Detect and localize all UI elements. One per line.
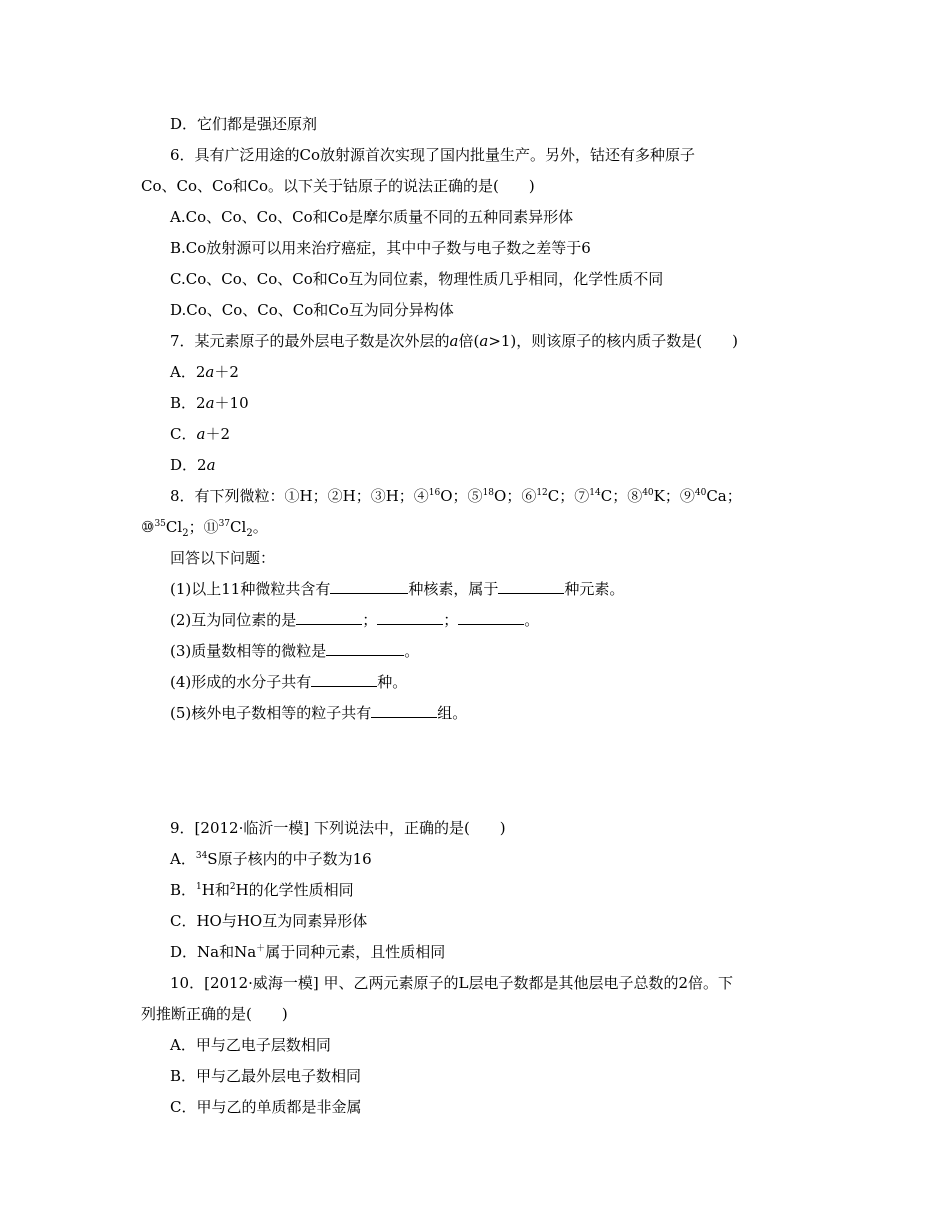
q8-text: O；⑤ <box>440 487 483 505</box>
answer-blank[interactable] <box>311 672 377 687</box>
option-text: A． <box>170 850 196 868</box>
answer-blank[interactable] <box>377 610 443 625</box>
option-text: B． <box>170 881 197 899</box>
option-text: ＋2 <box>214 363 239 381</box>
q8-text: 种元素。 <box>564 580 625 598</box>
q7-stem <box>170 331 738 351</box>
option-text: A．2 <box>170 363 206 381</box>
option-text: ＋10 <box>214 394 249 412</box>
q7-variable: a <box>449 332 459 350</box>
q8-text: ⑩ <box>141 518 155 536</box>
q8-text: 种核素，属于 <box>408 580 499 598</box>
q8-text: Ca； <box>706 487 742 505</box>
q8-text: (3)质量数相等的微粒是 <box>170 642 327 660</box>
mass-number: 40 <box>694 488 707 498</box>
q9-option-c: C．HO与HO互为同素异形体 <box>170 912 368 930</box>
q8-sub-4 <box>170 672 407 692</box>
q8-text: 8．有下列微粒：①H；②H；③H；④ <box>170 487 429 505</box>
q8-sub-1 <box>170 579 624 599</box>
q9-option-d <box>170 942 445 962</box>
q6-option-a: A.Co、Co、Co、Co和Co是摩尔质量不同的五种同素异形体 <box>170 208 574 226</box>
q6-stem: 6．具有广泛用途的Co放射源首次实现了国内批量生产。另外，钴还有多种原子 <box>170 146 696 164</box>
q8-text: ；⑪ <box>188 518 219 536</box>
q7-stem-text: >1)，则该原子的核内质子数是( ) <box>488 332 738 350</box>
q8-text: 。 <box>524 611 540 629</box>
q8-text: C；⑦ <box>547 487 590 505</box>
q7-variable: a <box>479 332 489 350</box>
option-text: H的化学性质相同 <box>235 881 354 899</box>
q10-stem: 10．[2012·威海一模] 甲、乙两元素原子的L层电子数都是其他层电子总数的2倍。下 <box>170 974 734 992</box>
option-text: 属于同种元素，且性质相同 <box>265 943 446 961</box>
answer-blank[interactable] <box>498 579 564 594</box>
q8-text: (2)互为同位素的是 <box>170 611 297 629</box>
answer-blank[interactable] <box>330 579 408 594</box>
option-text: C． <box>170 425 197 443</box>
option-text: B．2 <box>170 394 206 412</box>
q8-text: C；⑧ <box>600 487 643 505</box>
answer-blank[interactable] <box>326 641 404 656</box>
q8-stem <box>170 486 742 506</box>
option-text: D．2 <box>170 456 207 474</box>
option-text: S原子核内的中子数为16 <box>207 850 372 868</box>
option-variable: a <box>196 425 206 443</box>
q8-sub-3 <box>170 641 419 661</box>
answer-blank[interactable] <box>371 703 437 718</box>
q7-stem-text: 倍( <box>458 332 480 350</box>
q7-option-a <box>170 362 239 382</box>
answer-blank[interactable] <box>458 610 524 625</box>
q8-text: Cl <box>230 518 247 536</box>
mass-number: 18 <box>482 488 495 498</box>
q5-option-d: D．它们都是强还原剂 <box>170 115 318 133</box>
mass-number: 34 <box>195 851 208 861</box>
q8-text: 种。 <box>377 673 408 691</box>
q6-stem-cont: Co、Co、Co和Co。以下关于钴原子的说法正确的是( ) <box>141 177 535 195</box>
q10-option-b: B．甲与乙最外层电子数相同 <box>170 1067 362 1085</box>
q10-option-c: C．甲与乙的单质都是非金属 <box>170 1098 362 1116</box>
answer-blank[interactable] <box>296 610 362 625</box>
option-variable: a <box>205 394 215 412</box>
mass-number: 14 <box>589 488 601 498</box>
q7-option-b <box>170 393 249 413</box>
q8-text: 。 <box>252 518 268 536</box>
q7-option-d <box>170 455 216 475</box>
mass-number: 2 <box>229 882 236 892</box>
option-variable: a <box>206 456 216 474</box>
q10-option-a: A．甲与乙电子层数相同 <box>170 1036 331 1054</box>
option-variable: a <box>205 363 215 381</box>
q8-text: (4)形成的水分子共有 <box>170 673 312 691</box>
q9-stem: 9．[2012·临沂一模] 下列说法中，正确的是( ) <box>170 819 506 837</box>
q8-text: Cl <box>165 518 183 536</box>
mass-number: 35 <box>154 519 166 529</box>
subscript: 2 <box>182 528 189 539</box>
q8-text: (5)核外电子数相等的粒子共有 <box>170 704 372 722</box>
q6-option-d: D.Co、Co、Co、Co和Co互为同分异构体 <box>170 301 454 319</box>
q7-stem-text: 7．某元素原子的最外层电子数是次外层的 <box>170 332 450 350</box>
mass-number: 40 <box>642 488 654 498</box>
q8-text: K；⑨ <box>653 487 695 505</box>
q8-text: O；⑥ <box>494 487 537 505</box>
mass-number: 12 <box>536 488 548 498</box>
q8-text: ； <box>362 611 378 629</box>
option-text: D．Na和Na <box>170 943 257 961</box>
q10-stem-cont: 列推断正确的是( ) <box>141 1005 288 1023</box>
option-text: H和 <box>201 881 230 899</box>
subscript: 2 <box>246 528 253 539</box>
q7-option-c <box>170 424 230 444</box>
q8-stem-cont <box>141 517 268 537</box>
mass-number: 16 <box>428 488 441 498</box>
q9-option-a <box>170 849 372 869</box>
q8-sub-2 <box>170 610 539 630</box>
q8-text: 。 <box>404 642 420 660</box>
q8-text: (1)以上11种微粒共含有 <box>170 580 331 598</box>
q6-option-b: B.Co放射源可以用来治疗癌症，其中中子数与电子数之差等于6 <box>170 239 591 257</box>
q6-option-c: C.Co、Co、Co、Co和Co互为同位素，物理性质几乎相同，化学性质不同 <box>170 270 664 288</box>
mass-number: 1 <box>196 882 202 892</box>
option-text: ＋2 <box>205 425 230 443</box>
mass-number: 37 <box>218 519 231 529</box>
charge-superscript: ＋ <box>256 944 266 954</box>
q8-text: ； <box>443 611 459 629</box>
q8-answer-prompt: 回答以下问题： <box>170 549 276 567</box>
q8-text: 组。 <box>437 704 468 722</box>
q8-sub-5 <box>170 703 467 723</box>
q9-option-b <box>170 880 354 900</box>
